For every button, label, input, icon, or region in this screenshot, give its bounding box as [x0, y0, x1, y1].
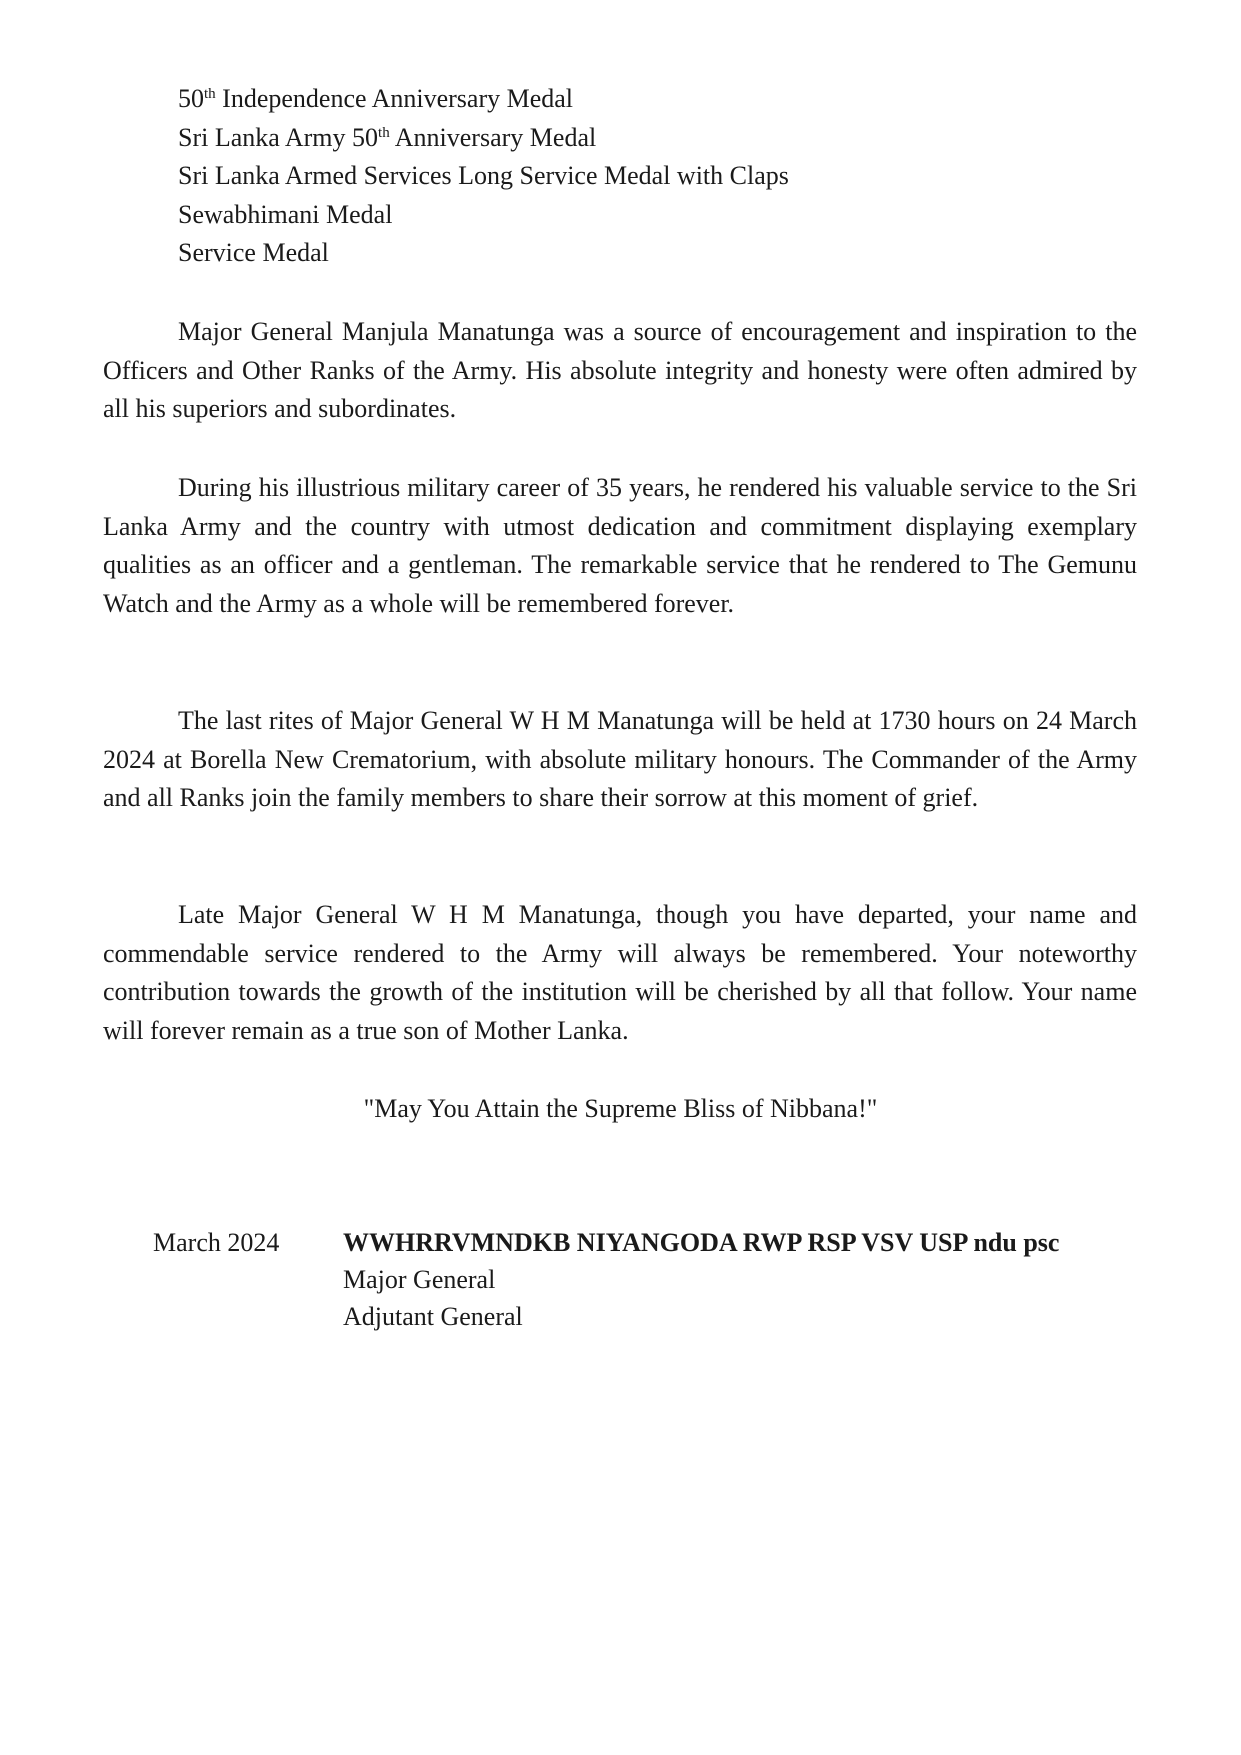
paragraph-career: During his illustrious military career of 35 years, he rendered his valuable service to the Sri Lanka Army and the country with utmost dedication and commitment displaying exemplary qualities as an officer and a gentleman. The remarkable service that he rendered to The Gemunu Watch and the Army as a whole will be remembered forever.: [103, 473, 1137, 619]
signature-date: March 2024: [153, 1228, 280, 1257]
paragraph-last-rites: The last rites of Major General W H M Manatunga will be held at 1730 hours on 24 March 2024 at Borella New Crematorium, with absolute military honours. The Commander of the Army and all Ranks join the family members to share their sorrow at this moment of grief.: [103, 706, 1137, 813]
signatory-name: WWHRRVMNDKB NIYANGODA RWP RSP VSV USP ndu psc: [343, 1228, 1060, 1257]
paragraph-tribute: Major General Manjula Manatunga was a source of encouragement and inspiration to the Officers and Other Ranks of the Army. His absolute integrity and honesty were often admired by all his superiors and subordinates.: [103, 317, 1137, 424]
medal-item: 50th Independence Anniversary Medal: [178, 84, 574, 113]
medal-item: Sri Lanka Army 50th Anniversary Medal: [178, 122, 597, 152]
signature-block: [343, 1224, 1059, 1335]
closing-blessing: "May You Attain the Supreme Bliss of Nibbana!": [363, 1094, 878, 1123]
signatory-rank: Major General: [343, 1265, 496, 1294]
medal-item: Sri Lanka Armed Services Long Service Medal with Claps: [178, 161, 789, 190]
signatory-title: Adjutant General: [343, 1302, 523, 1331]
medal-item: Sewabhimani Medal: [178, 199, 393, 229]
medal-item: Service Medal: [178, 238, 329, 267]
medal-list: [178, 80, 1078, 273]
paragraph-farewell: Late Major General W H M Manatunga, though you have departed, your name and commendable service rendered to the Army will always be remembered. Your noteworthy contribution towards the growth of the institution will be cherished by all that follow. Your name will forever remain as a true son of Mother Lanka.: [103, 900, 1137, 1046]
